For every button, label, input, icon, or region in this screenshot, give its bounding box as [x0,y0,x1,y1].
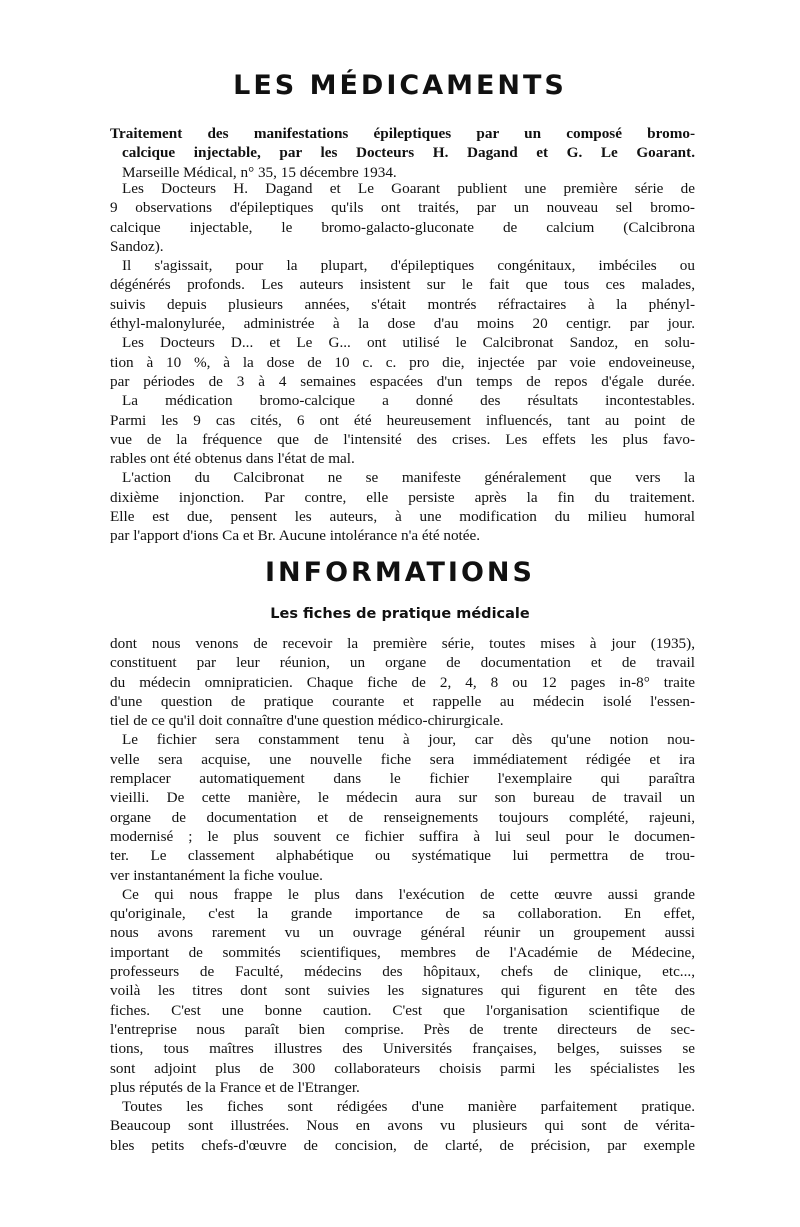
text-line: Parmi les 9 cas cités, 6 ont été heureusement influencés, tant au point de [110,411,695,429]
text-line: La médication bromo-calcique a donné des résultats incontestables. [122,392,695,410]
text-line: Le fichier sera constamment tenu à jour, car dès qu'une notion nou- [122,731,695,749]
text-line: Les Docteurs H. Dagand et Le Goarant publient une première série de [122,180,695,197]
text-line: velle sera acquise, une nouvelle fiche sera immédiatement rédigée et ira [110,750,695,768]
text-line: Sandoz). [110,237,164,255]
text-line: remplacer automatiquement dans le fichier l'exemplaire qui paraîtra [110,770,695,788]
text-line: professeurs de Faculté, médecins des hôpitaux, chefs de clinique, etc..., [110,963,695,981]
text-line: rables ont été obtenus dans l'état de mal. [110,450,355,468]
text-line: Il s'agissait, pour la plupart, d'épileptiques congénitaux, imbéciles ou [122,257,695,275]
text-line: vue de la fréquence que de l'intensité des crises. Les effets les plus favo- [110,430,695,448]
text-line: important de sommités scientifiques, membres de l'Académie de Médecine, [110,943,695,961]
text-line: L'action du Calcibronat ne se manifeste généralement que vers la [122,469,695,487]
text-line: plus réputés de la France et de l'Etranger. [110,1078,360,1096]
text-line: fiches. C'est une bonne caution. C'est que l'organisation scientifique de [110,1001,695,1019]
text-line: Toutes les fiches sont rédigées d'une manière parfaitement pratique. [122,1098,695,1116]
text-line: tion à 10 %, à la dose de 10 c. c. pro die, injectée par voie endoveineuse, [110,353,695,371]
text-line: du médecin omnipraticien. Chaque fiche de 2, 4, 8 ou 12 pages in-8° traite [110,673,695,691]
text-line: calcique injectable, le bromo-galacto-gluconate de calcium (Calcibrona [110,218,695,236]
text-line: tiel de ce qu'il doit connaître d'une question médico-chirurgicale. [110,712,504,730]
text-line: bles petits chefs-d'œuvre de concision, de clarté, de précision, par exemple [110,1136,695,1154]
text-line: par périodes de 3 à 4 semaines espacées d'un temps de repos d'égale durée. [110,372,695,390]
text-line: l'entreprise nous paraît bien comprise. Près de trente directeurs de sec- [110,1020,695,1038]
text-line: éthyl-malonylurée, administrée à la dose d'au moins 20 centigr. par jour. [110,315,695,333]
text-line: 9 observations d'épileptiques qu'ils ont traités, par un nouveau sel bromo- [110,199,695,217]
text-line: dixième injonction. Par contre, elle persiste après la fin du traitement. [110,488,695,506]
reference-line: Traitement des manifestations épileptiques par un composé bromo- [110,125,695,142]
text-line: d'une question de pratique courante et rappelle au médecin isolé l'essen- [110,692,695,710]
text-line: vieilli. De cette manière, le médecin aura sur son bureau de travail un [110,789,695,807]
text-line: suivis depuis plusieurs années, s'était montrés réfractaires à la phényl- [110,295,695,313]
text-line: Ce qui nous frappe le plus dans l'exécution de cette œuvre aussi grande [122,885,695,903]
text-line: dont nous venons de recevoir la première série, toutes mises à jour (1935), [110,635,695,652]
text-line: dégénérés profonds. Les auteurs insistent sur le fait que tous ces malades, [110,276,695,294]
section-title-informations: INFORMATIONS [265,557,535,588]
reference-line: calcique injectable, par les Docteurs H. Dagand et G. Le Goarant. [122,144,695,162]
text-line: modernisé ; le plus souvent ce fichier suffira à lui seul pour le documen- [110,827,695,845]
section-subtitle: Les fiches de pratique médicale [270,606,530,622]
section-title-medicaments: LES MÉDICAMENTS [233,70,567,101]
reference-line: Marseille Médical, n° 35, 15 décembre 1934. [122,163,397,181]
article-reference [110,124,695,182]
text-line: qu'originale, c'est la grande importance de sa collaboration. En effet, [110,905,695,923]
text-line: nous avons rarement vu un ouvrage général réunir un groupement aussi [110,924,695,942]
text-line: voilà les titres dont sont suivies les signatures qui figurent en tête des [110,982,695,1000]
text-line: tions, tous maîtres illustres des Universités françaises, belges, suisses se [110,1040,695,1058]
text-line: organe de documentation et de renseignements toujours complété, rajeuni, [110,808,695,826]
text-line: ver instantanément la fiche voulue. [110,866,323,884]
text-line: Elle est due, pensent les auteurs, à une modification du milieu humoral [110,508,695,526]
text-line: constituent par leur réunion, un organe de documentation et de travail [110,654,695,672]
text-line: Les Docteurs D... et Le G... ont utilisé le Calcibronat Sandoz, en solu- [122,334,695,352]
text-line: ter. Le classement alphabétique ou systématique lui permettra de trou- [110,847,695,865]
article-body-medicaments [110,179,695,546]
text-line: Beaucoup sont illustrées. Nous en avons vu plusieurs qui sont de vérita- [110,1117,695,1135]
text-line: par l'apport d'ions Ca et Br. Aucune intolérance n'a été notée. [110,527,481,545]
text-line: sont adjoint plus de 300 collaborateurs choisis parmi les spécialistes les [110,1059,695,1077]
article-body-informations [110,634,695,1155]
